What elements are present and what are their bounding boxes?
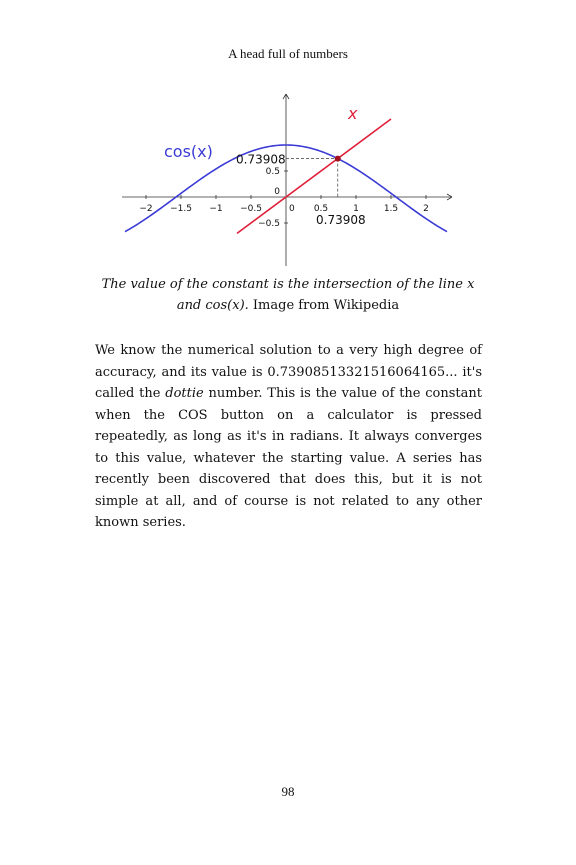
body-paragraph	[95, 340, 482, 534]
page-number: 98	[281, 784, 295, 799]
y-tick-label: 0	[274, 187, 280, 197]
running-head: A head full of numbers	[228, 46, 348, 61]
x-tick-label: 2	[423, 204, 429, 214]
axes	[122, 94, 452, 266]
figure-caption	[92, 274, 484, 316]
cosine-intersection-figure	[118, 90, 458, 270]
body-part-1: We know the numerical solution to a very high degree of accuracy, and its value is 0.73908513321516064165... it's called the	[95, 343, 482, 401]
body-part-2: number. This is the value of the constant when the COS button on a calculator is pressed repeatedly, as long as it's in radians. It always converges to this value, whatever the starting value. A series has recently been discovered that does this, but it is not simple at all, and of course is not related to any other known series.	[95, 386, 483, 530]
y-tick-label: −0.5	[258, 219, 280, 229]
caption-italic: The value of the constant is the intersection of the line x and cos(x).	[101, 277, 475, 313]
body-italic-word: dottie	[165, 386, 204, 401]
x-tick-label: −1	[209, 204, 223, 214]
x-tick-label: −0.5	[240, 204, 262, 214]
x-tick-label: 1.5	[383, 204, 399, 214]
cos-label: cos(x)	[164, 142, 213, 161]
x-tick-label: 0.5	[313, 204, 329, 214]
intersection-x-label: 0.73908	[316, 213, 366, 227]
intersection-point	[335, 156, 341, 162]
x-tick-label: −2	[139, 204, 153, 214]
x-tick-label: 0	[289, 204, 295, 214]
x-line-label: x	[348, 104, 358, 123]
x-tick-label: 1	[353, 204, 359, 214]
intersection-y-label: 0.73908	[236, 152, 286, 167]
x-tick-label: −1.5	[170, 204, 192, 214]
y-tick-label: 0.5	[265, 167, 280, 177]
caption-source: Image from Wikipedia	[248, 298, 400, 313]
